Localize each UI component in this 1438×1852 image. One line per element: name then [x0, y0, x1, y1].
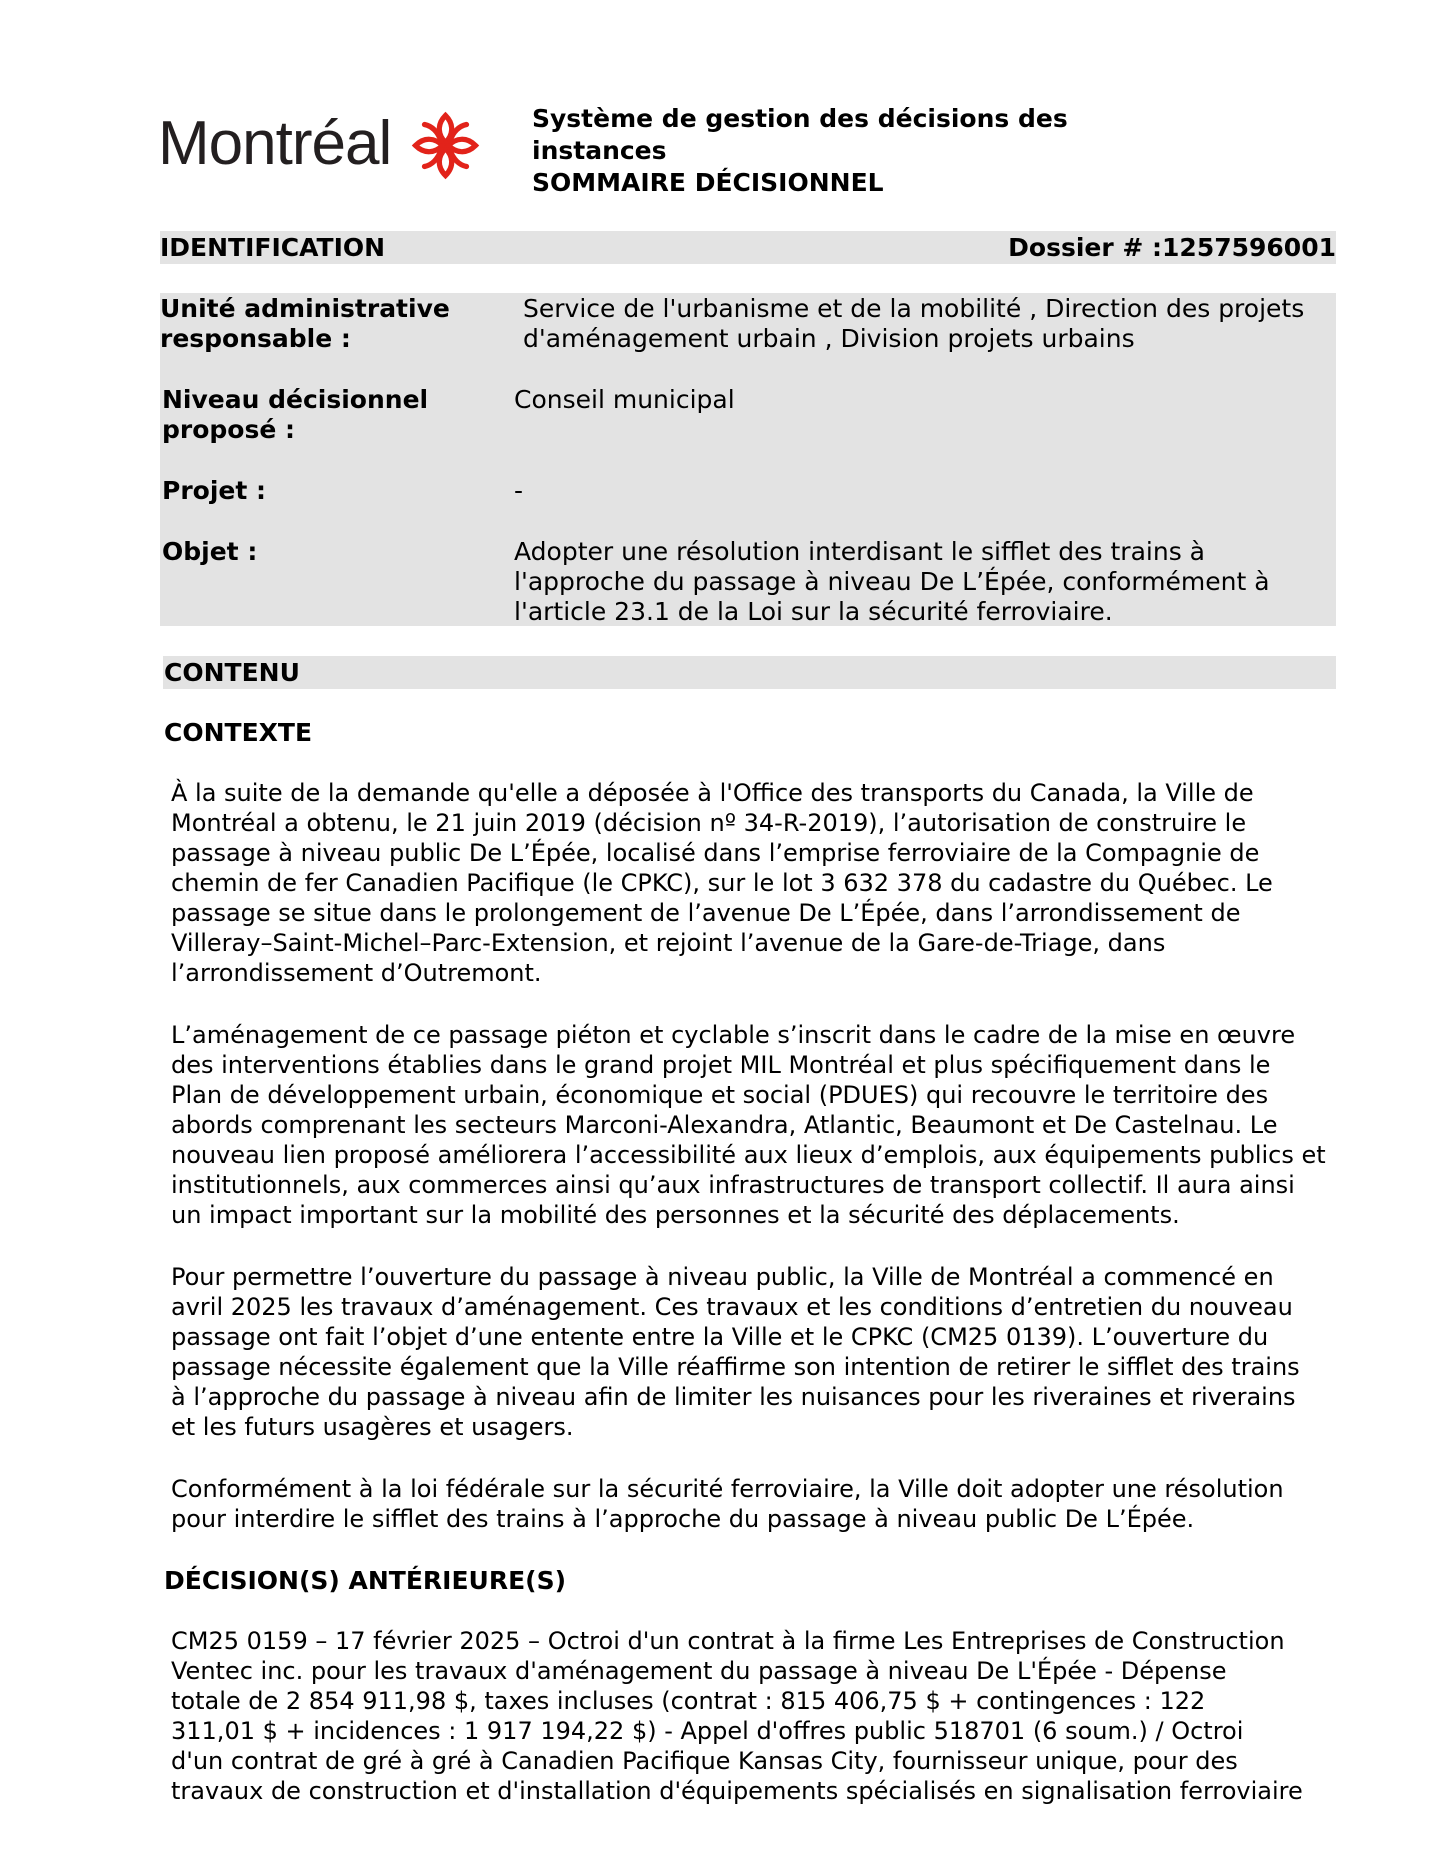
contexte-paragraph-4: Conformément à la loi fédérale sur la sécurité ferroviaire, la Ville doit adopter une résolution pour interdire le sifflet des trains à l’approche du passage à niveau public De L’Épée. [171, 1475, 1284, 1533]
system-title [532, 103, 1172, 199]
contexte-paragraph-3: Pour permettre l’ouverture du passage à niveau public, la Ville de Montréal a commencé en avril 2025 les travaux d’aménagement. Ces travaux et les conditions d’entretien du nouveau passage ont fait l’objet d’une entente entre la Ville et le CPKC (CM25 0139). L’ouverture du passage nécessite également que la Ville réaffirme son intention de retirer le sifflet des trains à l’approche du passage à niveau afin de limiter les nuisances pour les riveraines et riverains et les futurs usagères et usagers. [171, 1263, 1300, 1441]
system-title-line2: instances [532, 136, 667, 165]
contenu-bar [163, 656, 1336, 689]
contexte-heading: CONTEXTE [164, 718, 313, 747]
field-value-objet: Adopter une résolution interdisant le sifflet des trains à l'approche du passage à niveau De L’Épée, conformément à l'article 23.1 de la Loi sur la sécurité ferroviaire. [514, 537, 1270, 626]
montreal-logo [158, 103, 483, 185]
document-type: SOMMAIRE DÉCISIONNEL [532, 168, 884, 197]
field-label-projet: Projet : [162, 476, 267, 505]
field-label-niveau: Niveau décisionnel proposé : [162, 385, 429, 444]
system-title-line1: Système de gestion des décisions des [532, 104, 1068, 133]
field-label-unite: Unité administrative responsable : [160, 294, 450, 353]
field-value-niveau: Conseil municipal [514, 385, 735, 414]
field-value-unite: Service de l'urbanisme et de la mobilité , Direction des projets d'aménagement urbain , Division projets urbains [523, 294, 1305, 353]
logo-wordmark: Montréal [158, 109, 392, 178]
contenu-heading: CONTENU [164, 658, 300, 687]
field-label-objet: Objet : [162, 537, 258, 566]
decisions-heading: DÉCISION(S) ANTÉRIEURE(S) [164, 1566, 567, 1595]
contexte-paragraph-1: À la suite de la demande qu'elle a déposée à l'Office des transports du Canada, la Ville de Montréal a obtenu, le 21 juin 2019 (décision nº 34-R-2019), l’autorisation de construire le passage à niveau public De L’Épée, localisé dans l’emprise ferroviaire de la Compagnie de chemin de fer Canadien Pacifique (le CPKC), sur le lot 3 632 378 du cadastre du Québec. Le passage se situe dans le prolongement de l’avenue De L’Épée, dans l’arrondissement de Villeray–Saint-Michel–Parc-Extension, et rejoint l’avenue de la Gare-de-Triage, dans l’arrondissement d’Outremont. [171, 779, 1273, 987]
field-value-projet: - [514, 476, 524, 505]
identification-heading: IDENTIFICATION [160, 233, 386, 262]
decisions-paragraph: CM25 0159 – 17 février 2025 – Octroi d'un contrat à la firme Les Entreprises de Construction Ventec inc. pour les travaux d'aménagement du passage à niveau De L'Épée - Dépense totale de 2 854 911,98 $, taxes incluses (contrat : 815 406,75 $ + contingences : 122 311,01 $ + incidences : 1 917 194,22 $) - Appel d'offres public 518701 (6 soum.) / Octroi d'un contrat de gré à gré à Canadien Pacifique Kansas City, fournisseur unique, pour des travaux de construction et d'installation d'équipements spécialisés en signalisation ferroviaire [171, 1627, 1303, 1805]
dossier-number: Dossier # :1257596001 [1008, 233, 1336, 262]
rosette-icon [408, 108, 483, 183]
contexte-paragraph-2: L’aménagement de ce passage piéton et cyclable s’inscrit dans le cadre de la mise en œuvre des interventions établies dans le grand projet MIL Montréal et plus spécifiquement dans le Plan de développement urbain, économique et social (PDUES) qui recouvre le territoire des abords comprenant les secteurs Marconi-Alexandra, Atlantic, Beaumont et De Castelnau. Le nouveau lien proposé améliorera l’accessibilité aux lieux d’emplois, aux équipements publics et institutionnels, aux commerces ainsi qu’aux infrastructures de transport collectif. Il aura ainsi un impact important sur la mobilité des personnes et la sécurité des déplacements. [171, 1021, 1326, 1229]
